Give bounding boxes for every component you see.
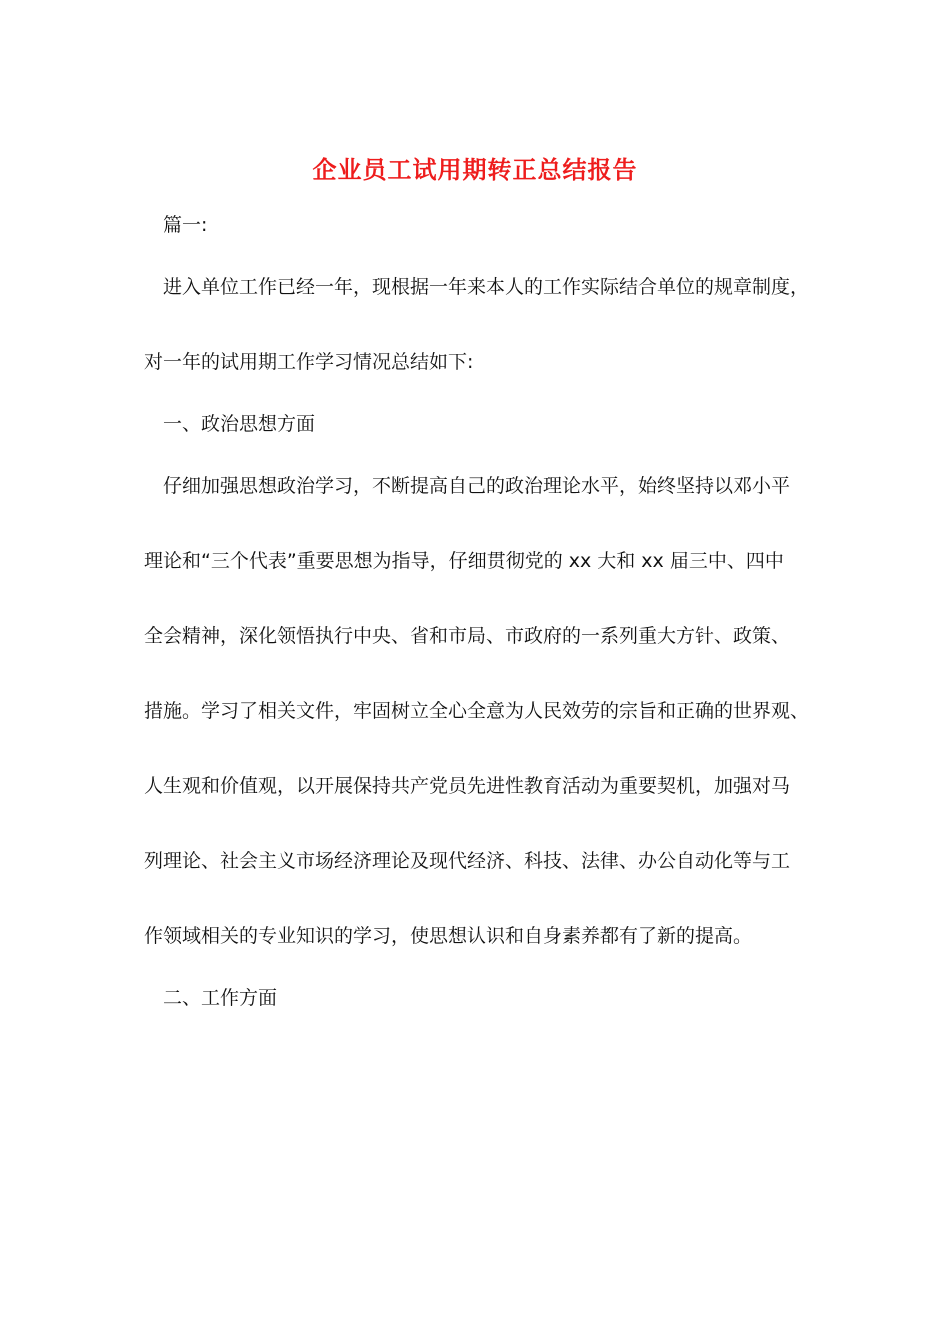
paragraph-line: 理论和“三个代表”重要思想为指导，仔细贯彻党的 xx 大和 xx 届三中、四中 — [144, 550, 784, 572]
paragraph-line: 人生观和价值观，以开展保持共产党员先进性教育活动为重要契机，加强对马 — [144, 775, 791, 797]
paragraph-line: 列理论、社会主义市场经济理论及现代经济、科技、法律、办公自动化等与工 — [144, 850, 791, 872]
paragraph-line: 仔细加强思想政治学习，不断提高自己的政治理论水平，始终坚持以邓小平 — [163, 475, 791, 497]
section-heading-political: 一、政治思想方面 — [163, 413, 316, 435]
paragraph-line: 全会精神，深化领悟执行中央、省和市局、市政府的一系列重大方针、政策、 — [144, 625, 791, 647]
paragraph-line: 作领域相关的专业知识的学习，使思想认识和自身素养都有了新的提高。 — [144, 925, 753, 947]
document-title: 企业员工试用期转正总结报告 — [312, 155, 638, 184]
paragraph-line: 对一年的试用期工作学习情况总结如下: — [144, 351, 474, 373]
section-label-part-one: 篇一: — [163, 214, 208, 236]
section-heading-work: 二、工作方面 — [163, 987, 278, 1009]
paragraph-line: 措施。学习了相关文件，牢固树立全心全意为人民效劳的宗旨和正确的世界观、 — [144, 700, 810, 722]
paragraph-line: 进入单位工作已经一年，现根据一年来本人的工作实际结合单位的规章制度， — [163, 276, 810, 298]
